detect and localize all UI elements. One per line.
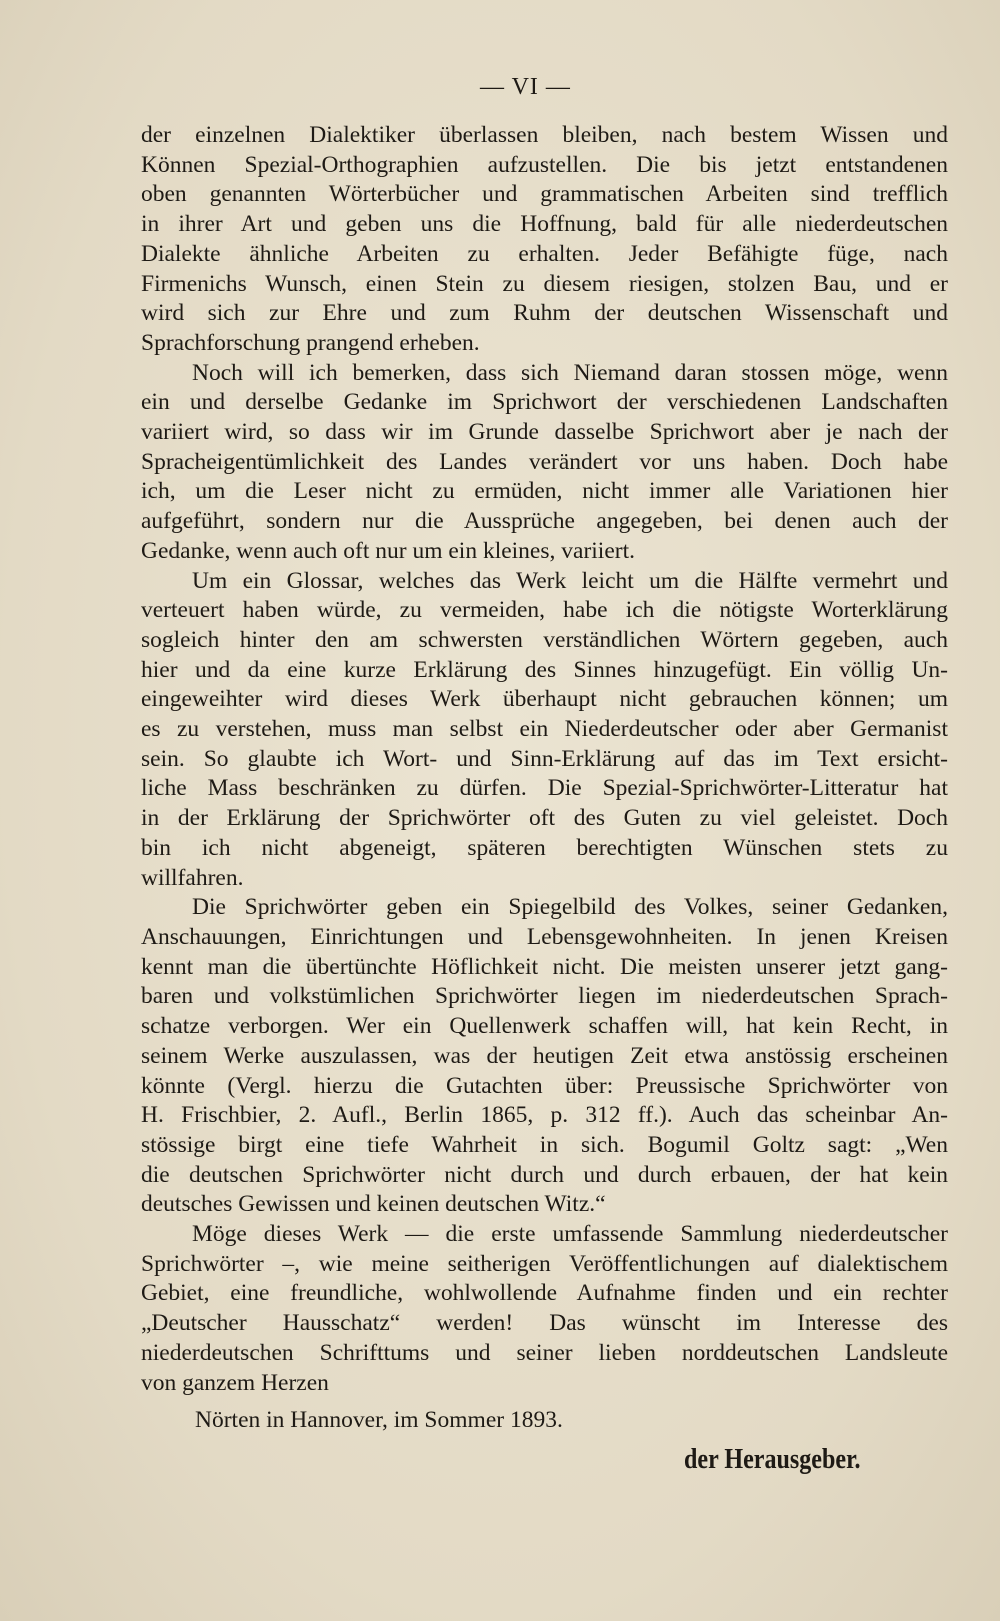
text-line: liche Mass beschränken zu dürfen. Die Spezial-Sprichwörter-Litteratur hat: [141, 775, 948, 802]
text-line: Können Spezial-Orthographien aufzustellen. Die bis jetzt entstandenen: [141, 151, 948, 178]
text-line: Sprichwörter –, wie meine seitherigen Veröffentlichungen auf dialektischem: [141, 1250, 948, 1277]
text-line: die deutschen Sprichwörter nicht durch und durch erbauen, der hat kein: [141, 1161, 948, 1188]
text-line: deutsches Gewissen und keinen deutschen Witz.“: [141, 1191, 606, 1218]
page-number: — VI —: [480, 74, 571, 100]
text-line: Die Sprichwörter geben ein Spiegelbild des Volkes, seiner Gedanken,: [192, 894, 948, 921]
text-line: Gebiet, eine freundliche, wohlwollende Aufnahme finden und ein rechter: [141, 1280, 948, 1307]
paragraph-4: [141, 893, 948, 1220]
text-line: in ihrer Art und geben uns die Hoffnung, bald für alle niederdeutschen: [141, 211, 948, 238]
text-line: Gedanke, wenn auch oft nur um ein kleines, variiert.: [141, 537, 635, 564]
text-line: seinem Werke auszulassen, was der heutigen Zeit etwa anstössig erscheinen: [141, 1042, 948, 1069]
paragraph-3: [141, 567, 948, 894]
text-line: Spracheigentümlichkeit des Landes verändert vor uns haben. Doch habe: [141, 448, 948, 475]
text-line: könnte (Vergl. hierzu die Gutachten über: Preussische Sprichwörter von: [141, 1072, 948, 1099]
text-line: stössige birgt eine tiefe Wahrheit in sich. Bogumil Goltz sagt: „Wen: [141, 1131, 948, 1158]
text-line: ein und derselbe Gedanke im Sprichwort der verschiedenen Landschaften: [141, 389, 948, 416]
text-line: Möge dieses Werk — die erste umfassende Sammlung niederdeutscher: [192, 1221, 948, 1248]
signature: der Herausgeber.: [684, 1444, 861, 1475]
paragraph-5: [141, 1220, 948, 1398]
text-line: Dialekte ähnliche Arbeiten zu erhalten. Jeder Befähigte füge, nach: [141, 240, 948, 267]
text-line: wird sich zur Ehre und zum Ruhm der deutschen Wissenschaft und: [141, 300, 948, 327]
text-line: von ganzem Herzen: [141, 1369, 329, 1396]
paragraph-2: [141, 359, 948, 567]
text-line: Anschauungen, Einrichtungen und Lebensgewohnheiten. In jenen Kreisen: [141, 923, 948, 950]
text-line: Sprachforschung prangend erheben.: [141, 329, 480, 356]
body-text: [141, 121, 948, 1398]
text-line: Firmenichs Wunsch, einen Stein zu diesem riesigen, stolzen Bau, und er: [141, 270, 948, 297]
place-date-line: Nörten in Hannover, im Sommer 1893.: [195, 1407, 563, 1433]
text-line: es zu verstehen, muss man selbst ein Niederdeutscher oder aber Germanist: [141, 716, 948, 743]
text-line: ich, um die Leser nicht zu ermüden, nicht immer alle Variationen hier: [141, 478, 948, 505]
text-line: hier und da eine kurze Erklärung des Sinnes hinzugefügt. Ein völlig Un-: [141, 656, 948, 683]
text-line: niederdeutschen Schrifttums und seiner lieben norddeutschen Landsleute: [141, 1339, 948, 1366]
text-line: „Deutscher Hausschatz“ werden! Das wünscht im Interesse des: [141, 1310, 948, 1337]
text-line: Noch will ich bemerken, dass sich Niemand daran stossen möge, wenn: [192, 359, 948, 386]
text-line: verteuert haben würde, zu vermeiden, habe ich die nötigste Worterklärung: [141, 597, 948, 624]
text-line: oben genannten Wörterbücher und grammatischen Arbeiten sind trefflich: [141, 181, 948, 208]
text-line: kennt man die übertünchte Höflichkeit nicht. Die meisten unserer jetzt gang-: [141, 953, 948, 980]
text-line: sein. So glaubte ich Wort- und Sinn-Erklärung auf das im Text ersicht-: [141, 745, 948, 772]
text-line: variiert wird, so dass wir im Grunde dasselbe Sprichwort aber je nach der: [141, 419, 948, 446]
text-line: willfahren.: [141, 864, 244, 891]
text-line: schatze verborgen. Wer ein Quellenwerk schaffen will, hat kein Recht, in: [141, 1013, 948, 1040]
text-line: Um ein Glossar, welches das Werk leicht um die Hälfte vermehrt und: [192, 567, 948, 594]
text-line: sogleich hinter den am schwersten verständlichen Wörtern gegeben, auch: [141, 626, 948, 653]
paragraph-1: [141, 121, 948, 359]
text-line: eingeweihter wird dieses Werk überhaupt nicht gebrauchen können; um: [141, 686, 948, 713]
text-line: aufgeführt, sondern nur die Aussprüche angegeben, bei denen auch der: [141, 508, 948, 535]
text-line: bin ich nicht abgeneigt, späteren berechtigten Wünschen stets zu: [141, 834, 948, 861]
text-line: H. Frischbier, 2. Aufl., Berlin 1865, p. 312 ff.). Auch das scheinbar An-: [141, 1102, 948, 1129]
text-line: der einzelnen Dialektiker überlassen bleiben, nach bestem Wissen und: [141, 122, 948, 148]
text-line: in der Erklärung der Sprichwörter oft des Guten zu viel geleistet. Doch: [141, 805, 948, 832]
text-line: baren und volkstümlichen Sprichwörter liegen im niederdeutschen Sprach-: [141, 983, 948, 1010]
